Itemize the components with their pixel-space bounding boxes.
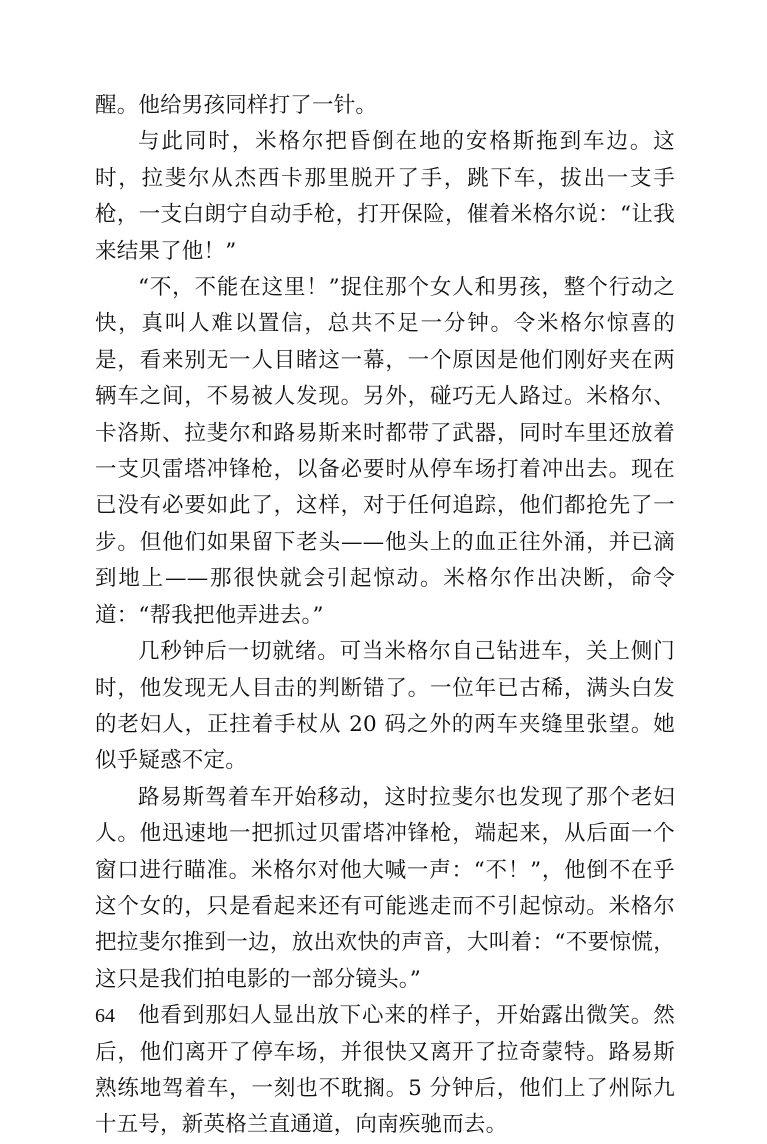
page-body xyxy=(95,88,675,1144)
paragraph-1: 醒。他给男孩同样打了一针。 xyxy=(95,93,378,118)
page-number: 64 xyxy=(95,1005,115,1027)
paragraph-2: 与此同时，米格尔把昏倒在地的安格斯拖到车边。这时，拉斐尔从杰西卡那里脱开了手，跳下车，拔出一支手枪，一支白朗宁自动手枪，打开保险，催着米格尔说：“让我来结果了他！” xyxy=(95,129,675,264)
paragraph-5: 路易斯驾着车开始移动，这时拉斐尔也发现了那个老妇人。他迅速地一把抓过贝雷塔冲锋枪，端起来，从后面一个窗口进行瞄准。米格尔对他大喊一声：“不！”，他倒不在乎这个女的，只是看起来还有可能逃走而不引起惊动。米格尔把拉斐尔推到一边，放出欢快的声音，大叫着：“不要惊慌，这只是我们拍电影的一部分镜头。” xyxy=(95,784,675,992)
paragraph-3: “不，不能在这里！”捉住那个女人和男孩，整个行动之快，真叫人难以置信，总共不足一分钟。令米格尔惊喜的是，看来别无一人目睹这一幕，一个原因是他们刚好夹在两辆车之间，不易被人发现。另外，碰巧无人路过。米格尔、卡洛斯、拉斐尔和路易斯来时都带了武器，同时车里还放着一支贝雷塔冲锋枪，以备必要时从停车场打着冲出去。现在已没有必要如此了，这样，对于任何追踪，他们都抢先了一步。但他们如果留下老头——他头上的血正往外涌，并已滴到地上——那很快就会引起惊动。米格尔作出决断，命令道：“帮我把他弄进去。” xyxy=(95,275,675,628)
paragraph-4: 几秒钟后一切就绪。可当米格尔自己钻进车，关上侧门时，他发现无人目击的判断错了。一位年已古稀，满头白发的老妇人，正拄着手杖从 20 码之外的两车夹缝里张望。她似乎疑惑不定。 xyxy=(95,639,675,774)
paragraph-6: 他看到那妇人显出放下心来的样子，开始露出微笑。然后，他们离开了停车场，并很快又离开了拉奇蒙特。路易斯熟练地驾着车，一刻也不耽搁。5 分钟后，他们上了州际九十五号，新英格兰直通道，向南疾驰而去。 xyxy=(95,1003,675,1138)
